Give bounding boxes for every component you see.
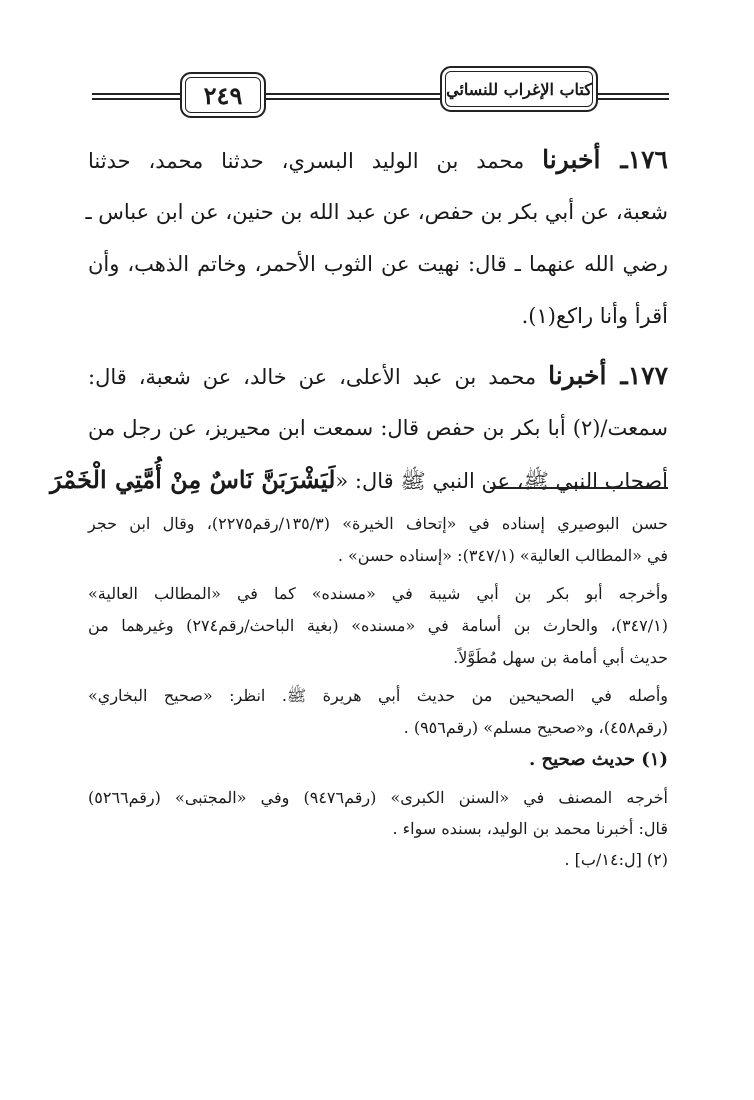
footnote-line: (رقم٤٥٨)، و«صحيح مسلم» (رقم٩٥٦) .	[403, 718, 668, 737]
footnote-line: (٣٤٧/١)، والحارث بن أسامة في «مسنده» (بغية الباحث/رقم٢٧٤) وغيرهما من	[88, 616, 668, 635]
footnote-line: وأخرجه أبو بكر بن أبي شيبة في «مسنده» كما في «المطالب العالية»	[88, 584, 668, 603]
main-line: شعبة، عن أبي بكر بن حفص، عن عبد الله بن حنين، عن ابن عباس ـ	[85, 200, 668, 224]
book-title: كتاب الإغراب للنسائي	[446, 79, 592, 99]
footnote-heading: (١) حديث صحيح .	[529, 749, 668, 770]
main-line: أقرأ وأنا راكع(١).	[521, 304, 668, 328]
footnote-line: حسن البوصيري إسناده في «إتحاف الخيرة» (١٣٥/٣/رقم٢٢٧٥)، وقال ابن حجر	[88, 514, 669, 533]
page-number: ٢٤٩	[203, 80, 243, 110]
hadith-number-lead: ١٧٧ـ أخبرنا	[548, 361, 669, 390]
main-line: ١٧٧ـ أخبرنا محمد بن عبد الأعلى، عن خالد، عن شعبة، قال:	[88, 361, 669, 390]
book-title-box	[440, 66, 598, 112]
footnote-line: (٢) [ل:١٤/ب] .	[564, 850, 668, 869]
footnote-line: وأصله في الصحيحين من حديث أبي هريرة ﷺ. انظر: «صحيح البخاري»	[88, 686, 669, 705]
footnotes	[88, 508, 668, 875]
main-line: رضي الله عنهما ـ قال: نهيت عن الثوب الأحمر، وخاتم الذهب، وأن	[88, 252, 668, 276]
hadith-quote: لَيَشْرَبَنَّ نَاسٌ مِنْ أُمَّتِي الْخَمْرَ	[50, 465, 336, 494]
main-line: سمعت/(٢) أبا بكر بن حفص قال: سمعت ابن محيريز، عن رجل من	[88, 416, 668, 440]
main-text	[50, 134, 669, 506]
main-line: أصحاب النبي ﷺ، عن النبي ﷺ قال: «لَيَشْرَبَنَّ نَاسٌ مِنْ أُمَّتِي الْخَمْرَ	[50, 465, 668, 494]
footnote-line: في «المطالب العالية» (٣٤٧/١): «إسناده حسن» .	[337, 546, 668, 565]
hadith-number-lead: ١٧٦ـ أخبرنا	[542, 145, 668, 174]
footnote-line: قال: أخبرنا محمد بن الوليد، بسنده سواء .	[392, 819, 668, 838]
page-number-box	[180, 72, 266, 118]
footnote-line: حديث أبي أمامة بن سهل مُطَوَّلاً.	[453, 648, 668, 667]
main-line: ١٧٦ـ أخبرنا محمد بن الوليد البسري، حدثنا محمد، حدثنا	[88, 145, 668, 174]
footnote-separator	[490, 487, 668, 489]
footnote-line: أخرجه المصنف في «السنن الكبرى» (رقم٩٤٧٦) وفي «المجتبى» (رقم٥٢٦٦)	[88, 788, 668, 807]
